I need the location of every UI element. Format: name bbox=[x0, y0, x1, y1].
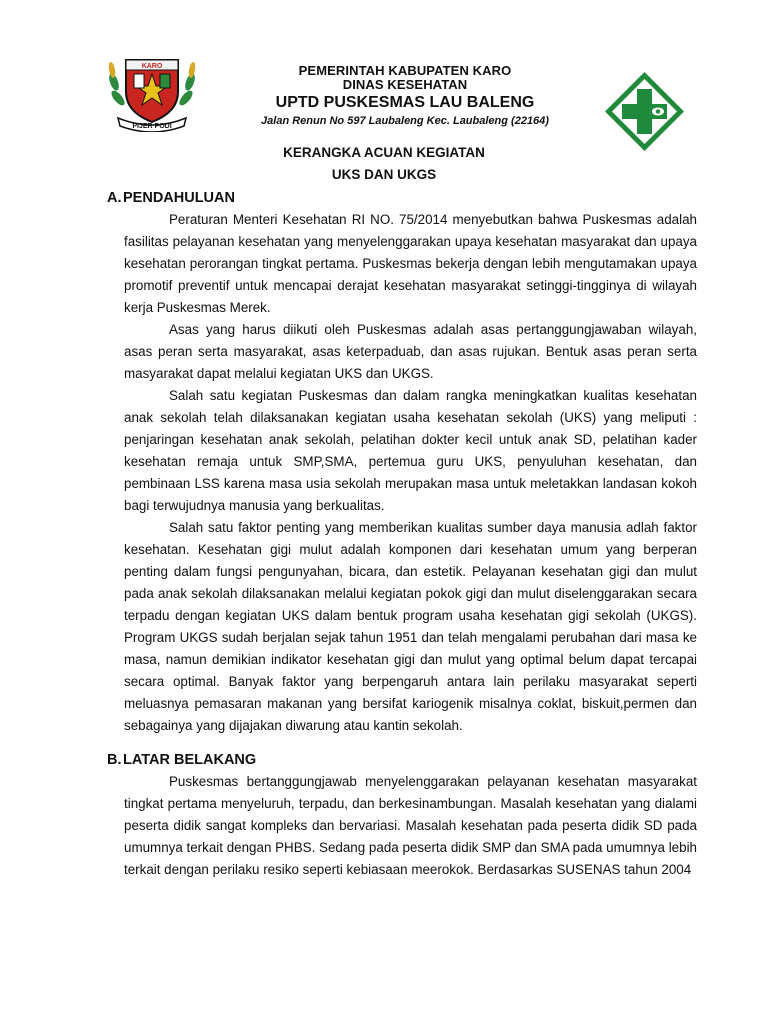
section-spacer bbox=[107, 737, 697, 749]
institution-name: UPTD PUSKESMAS LAU BALENG bbox=[275, 94, 535, 111]
letterhead bbox=[0, 0, 768, 140]
document-body bbox=[107, 187, 697, 881]
paragraph: Puskesmas bertanggungjawab menyelenggarakan pelayanan kesehatan masyarakat tingkat pertama menyeluruh, terpadu, dan berkesinambungan. Masalah kesehatan yang dialami peserta didik sangat kompleks dan bervariasi. Masalah kesehatan pada peserta didik SD pada umumnya terkait dengan PHBS. Sedang pada peserta didik SMP dan SMA pada umumnya lebih terkait dengan perilaku resiko seperti kebiasaan meerokok. Berdasarkas SUSENAS tahun 2004 bbox=[124, 774, 697, 877]
paragraph: Salah satu kegiatan Puskesmas dan dalam rangka meningkatkan kualitas kesehatan anak sekolah telah dilaksanakan kegiatan usaha kesehatan sekolah (UKS) yang meliputi : penjaringan kesehatan anak sekolah, pelatihan dokter kecil untuk anak SD, pelatihan kader kesehatan remaja untuk SMP,SMA, pertemua guru UKS, penyuluhan kesehatan, dan pembinaan LSS karena masa usia sekolah merupakan masa untuk meletakkan landasan kokoh bagi terwujudnya manusia yang berkualitas. bbox=[124, 388, 697, 513]
kabupaten-karo-emblem bbox=[104, 52, 200, 132]
paragraph: Asas yang harus diikuti oleh Puskesmas adalah asas pertanggungjawaban wilayah, asas peran serta masyarakat, asas keterpaduab, dan asas rujukan. Bentuk asas peran serta masyarakat dapat melalui kegiatan UKS dan UKGS. bbox=[124, 322, 697, 381]
paragraph: Peraturan Menteri Kesehatan RI NO. 75/2014 menyebutkan bahwa Puskesmas adalah fasilitas pelayanan kesehatan yang menyelenggarakan upaya kesehatan masyarakat dan upaya kesehatan perorangan tingkat pertama. Puskesmas bekerja dengan lebih mengutamakan upaya promotif preventif untuk mencapai derajat kesehatan masyarakat setinggi-tingginya di wilayah kerja Puskesmas Merek. bbox=[124, 212, 697, 315]
government-name: PEMERINTAH KABUPATEN KARO bbox=[298, 63, 512, 78]
section-heading-latar-belakang bbox=[107, 749, 697, 771]
institution-address: Jalan Renun No 597 Laubaleng Kec. Laubaleng (22164) bbox=[261, 115, 549, 127]
section-heading-pendahuluan bbox=[107, 187, 697, 209]
section-title: LATAR BELAKANG bbox=[123, 752, 257, 768]
emblem-letters: KARO bbox=[141, 63, 163, 70]
section-title: PENDAHULUAN bbox=[123, 190, 235, 206]
section-number: A. bbox=[107, 190, 122, 206]
letterhead-text bbox=[215, 64, 595, 128]
document-subtitle: UKS DAN UKGS bbox=[331, 167, 437, 182]
paragraph: Salah satu faktor penting yang memberikan kualitas sumber daya manusia adlah faktor kesehatan. Kesehatan gigi mulut adalah komponen dari kesehatan umum yang berperan penting dalam fungsi pengunyahan, bicara, dan estetik. Pelayanan kesehatan gigi dan mulut pada anak sekolah dilaksanakan melalui kegiatan pokok gigi dan mulut diselenggarakan secara terpadu dengan kegiatan UKS dalam bentuk program usaha kesehatan gigi sekolah (UKGS). Program UKGS sudah berjalan sejak tahun 1951 dan telah mengalami perubahan dari masa ke masa, namun demikian indikator kesehatan gigi dan mulut yang optimal belum dapat tercapai secara optimal. Banyak faktor yang berpengaruh antara lain perilaku masyarakat seperti meluasnya pemasaran makanan yang bersifat kariogenik misalnya coklat, biskuit,permen dan sebagainya yang dijajakan diwarung atau kantin sekolah. bbox=[124, 520, 697, 733]
puskesmas-logo bbox=[603, 70, 686, 153]
document-title: KERANGKA ACUAN KEGIATAN bbox=[283, 145, 485, 160]
emblem-motto: PIJER PODI bbox=[132, 123, 172, 130]
section-number: B. bbox=[107, 752, 122, 768]
department-name: DINAS KESEHATAN bbox=[342, 77, 468, 92]
